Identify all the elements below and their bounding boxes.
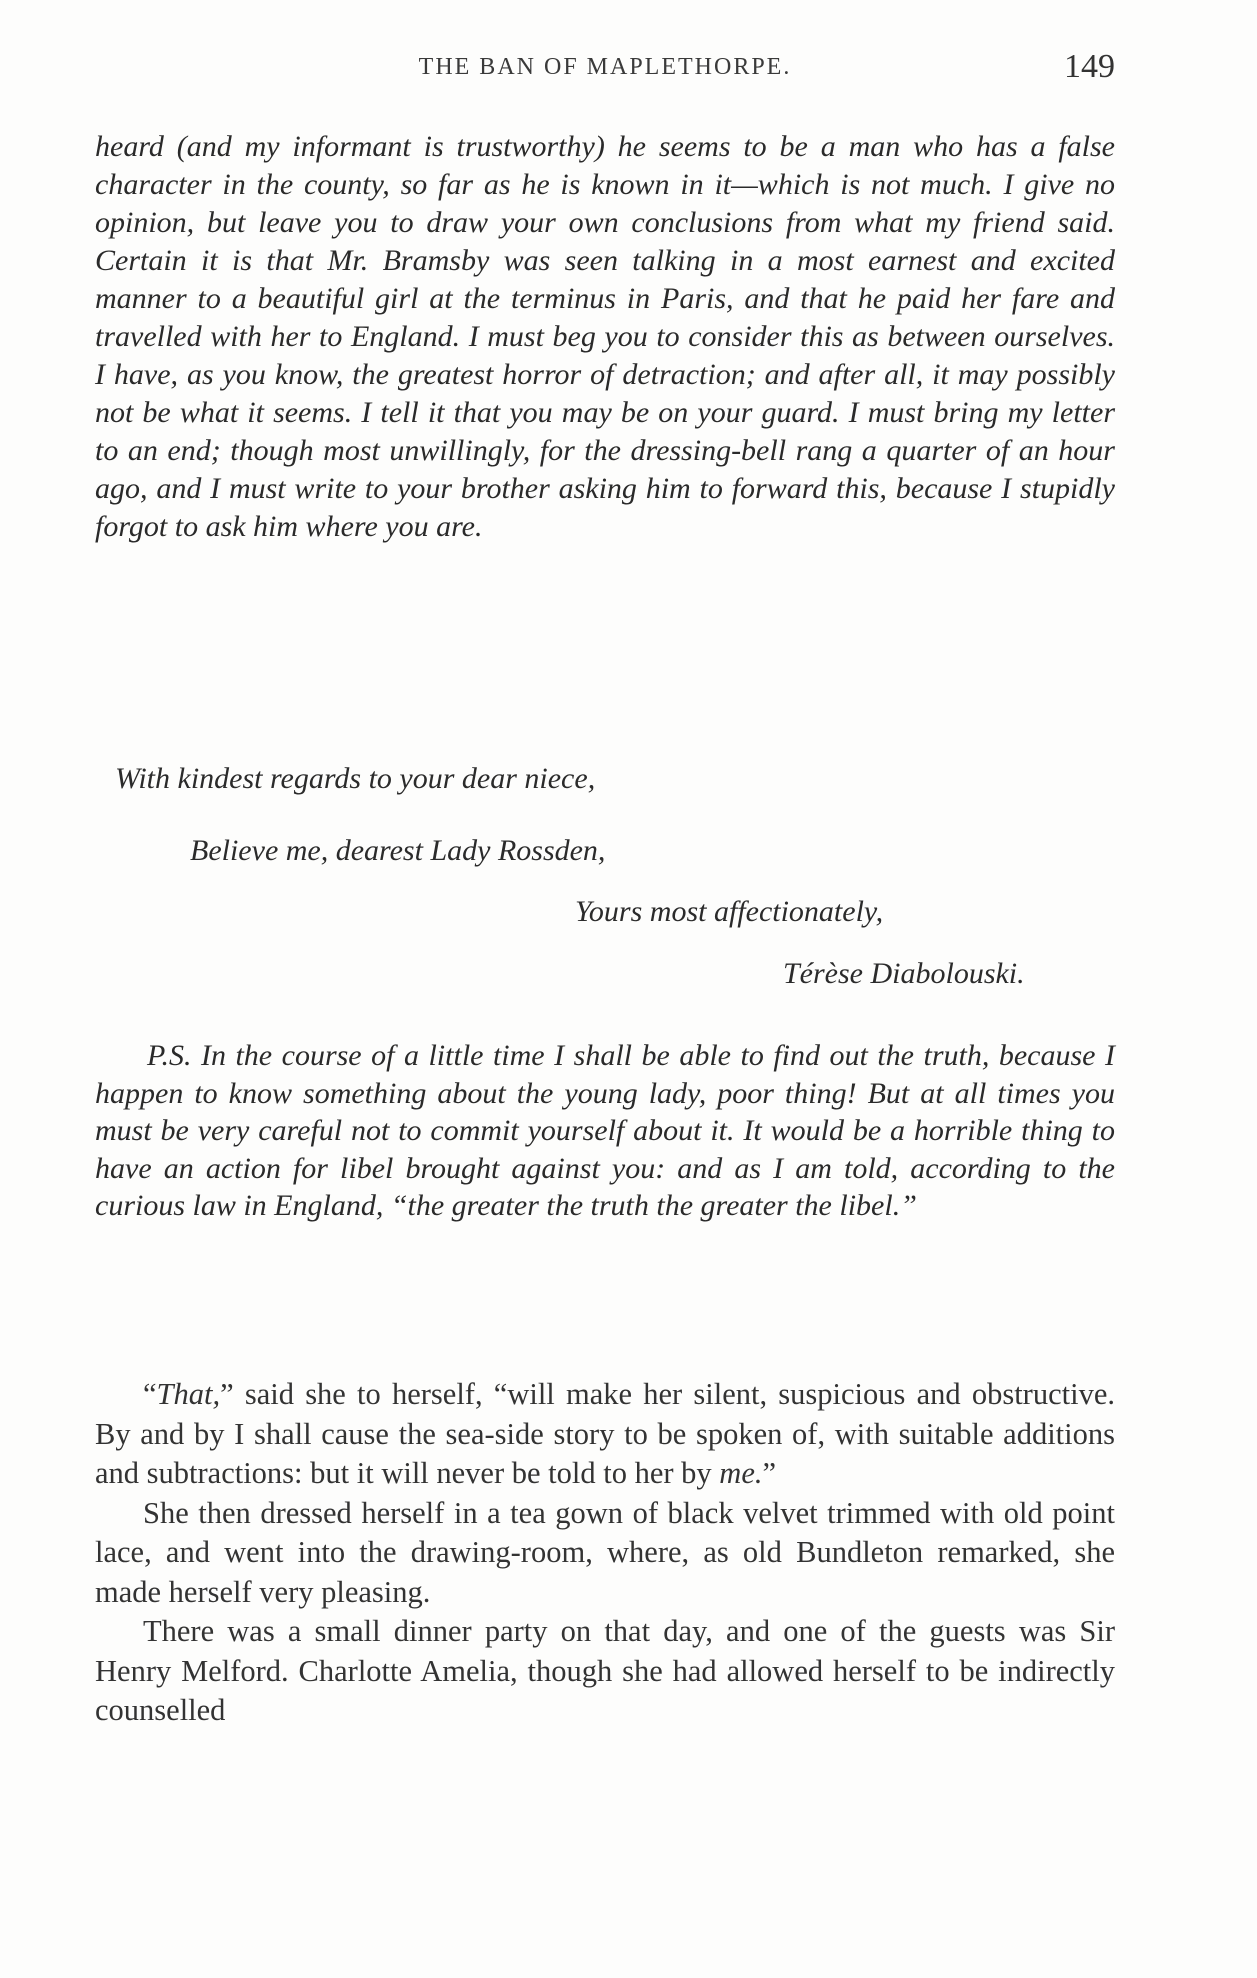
letter-regards: With kindest regards to your dear niece, <box>115 762 596 795</box>
letter-believe: Believe me, dearest Lady Rossden, <box>190 834 606 867</box>
running-title: THE BAN OF MAPLETHORPE. <box>418 54 792 80</box>
letter-paragraph: heard (and my informant is trustworthy) he seems to be a man who has a false character in the county, so far as he is known in it—which is not much. I give no opinion, but leave you to draw your own conclusions from what my friend said. Certain it is that Mr. Bramsby was seen talking in a most earnest and excited manner to a beautiful girl at the terminus in Paris, and that he paid her fare and travelled with her to England. I must beg you to consider this as between ourselves. I have, as you know, the greatest horror of detraction; and after all, it may possibly not be what it seems. I tell it that you may be on your guard. I must bring my letter to an end; though most unwillingly, for the dressing-bell rang a quarter of an hour ago, and I must write to your brother asking him to forward this, because I stupidly forgot to ask him where you are. <box>95 130 1115 543</box>
open-quote: “ <box>143 1377 157 1411</box>
postscript <box>95 1037 1115 1225</box>
page-number: 149 <box>1064 48 1115 85</box>
letter-body <box>95 128 1115 546</box>
italic-me: me. <box>719 1456 763 1490</box>
narrative-paragraph-3: There was a small dinner party on that day, and one of the guests was Sir Henry Melford. Charlotte Amelia, though she had allowed herself to be indirectly counselled <box>95 1614 1115 1727</box>
narrative <box>95 1375 1115 1731</box>
italic-that: That, <box>156 1377 221 1411</box>
close-quote: ” <box>762 1456 777 1490</box>
narrative-paragraph-1 <box>95 1375 1115 1494</box>
narrative-text: ” said she to herself, “will make her silent, suspicious and obstructive. By and by I shall cause the sea-side story to be spoken of, with suitable additions and subtractions: but it will never be told to her by <box>95 1377 1115 1490</box>
narrative-paragraph-2: She then dressed herself in a tea gown of black velvet trimmed with old point lace, and went into the drawing-room, where, as old Bundleton remarked, she made herself very pleasing. <box>95 1495 1115 1609</box>
letter-yours: Yours most affectionately, <box>575 895 884 928</box>
running-head <box>95 48 1115 88</box>
letter-signature: Térèse Diabolouski. <box>783 957 1025 990</box>
postscript-paragraph: P.S. In the course of a little time I shall be able to find out the truth, because I happen to know something about the young lady, poor thing! But at all times you must be very careful not to commit yourself about it. It would be a horrible thing to have an action for libel brought against you: and as I am told, according to the curious law in England, “the greater the truth the greater the libel.” <box>95 1039 1115 1222</box>
